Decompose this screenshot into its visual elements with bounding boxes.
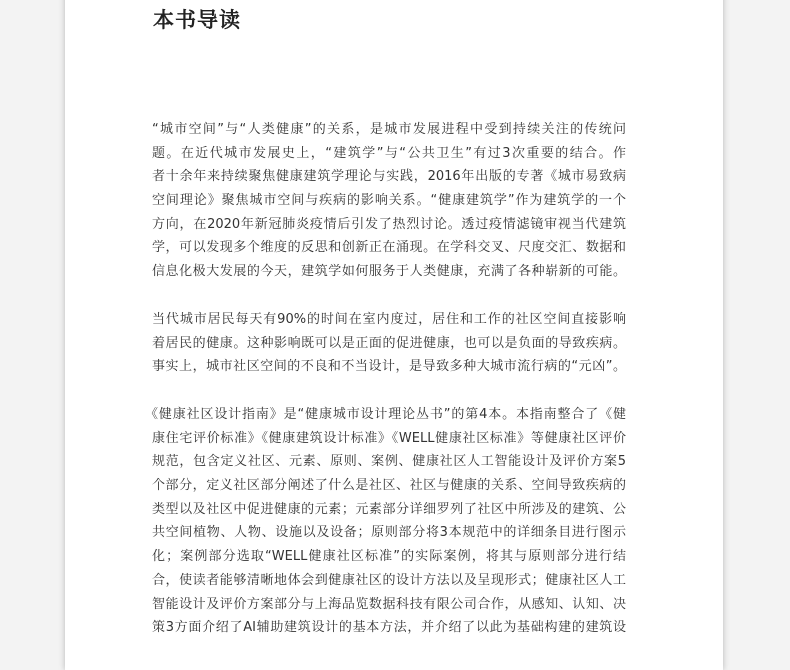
text-line: 方向，在2020年新冠肺炎疫情后引发了热烈讨论。透过疫情滤镜审视当代建筑 — [152, 216, 626, 232]
text-line: 规范，包含定义社区、元素、原则、案例、健康社区人工智能设计及评价方案5 — [152, 454, 626, 470]
text-line: 题。在近代城市发展史上，“建筑学”与“公共卫生”有过3次重要的结合。作 — [152, 145, 626, 161]
text-line: 智能设计及评价方案部分与上海品览数据科技有限公司合作，从感知、认知、决 — [152, 596, 626, 612]
text-line: 个部分，定义社区部分阐述了什么是社区、社区与健康的关系、空间导致疾病的 — [152, 478, 626, 494]
text-line: 空间理论》聚焦城市空间与疾病的影响关系。“健康建筑学”作为建筑学的一个 — [152, 193, 626, 209]
text-line: 着居民的健康。这种影响既可以是正面的促进健康，也可以是负面的导致疾病。 — [152, 335, 626, 351]
text-line: 共空间植物、人物、设施以及设备；原则部分将3本规范中的详细条目进行图示 — [152, 525, 626, 541]
text-line: 策3方面介绍了AI辅助建筑设计的基本方法，并介绍了以此为基础构建的建筑设 — [152, 620, 626, 636]
paragraph-1 — [152, 118, 626, 284]
text-line: “城市空间”与“人类健康”的关系，是城市发展进程中受到持续关注的传统问 — [152, 122, 626, 137]
text-line: 化；案例部分选取“WELL健康社区标准”的实际案例，将其与原则部分进行结 — [152, 549, 626, 565]
paragraph-2 — [152, 308, 626, 379]
paragraph-3 — [145, 403, 626, 640]
text-line: 学，可以发现多个维度的反思和创新正在涌现。在学科交叉、尺度交汇、数据和 — [152, 240, 626, 256]
text-line: 类型以及社区中促进健康的元素；元素部分详细罗列了社区中所涉及的建筑、公 — [152, 501, 626, 517]
text-line: 当代城市居民每天有90%的时间在室内度过，居住和工作的社区空间直接影响 — [152, 312, 626, 327]
text-line: 事实上，城市社区空间的不良和不当设计，是导致多种大城市流行病的“元凶”。 — [152, 359, 626, 375]
document-page — [65, 0, 723, 670]
text-line: 《健康社区设计指南》是“健康城市设计理论丛书”的第4本。本指南整合了《健 — [145, 407, 626, 422]
text-line: 者十余年来持续聚焦健康建筑学理论与实践，2016年出版的专著《城市易致病 — [152, 169, 626, 185]
page-title: 本书导读 — [153, 8, 241, 32]
text-line: 合，使读者能够清晰地体会到健康社区的设计方法以及呈现形式；健康社区人工 — [152, 572, 626, 588]
text-line: 康住宅评价标准》《健康建筑设计标准》《WELL健康社区标准》等健康社区评价 — [152, 430, 626, 446]
text-line: 信息化极大发展的今天，建筑学如何服务于人类健康，充满了各种崭新的可能。 — [152, 264, 626, 280]
